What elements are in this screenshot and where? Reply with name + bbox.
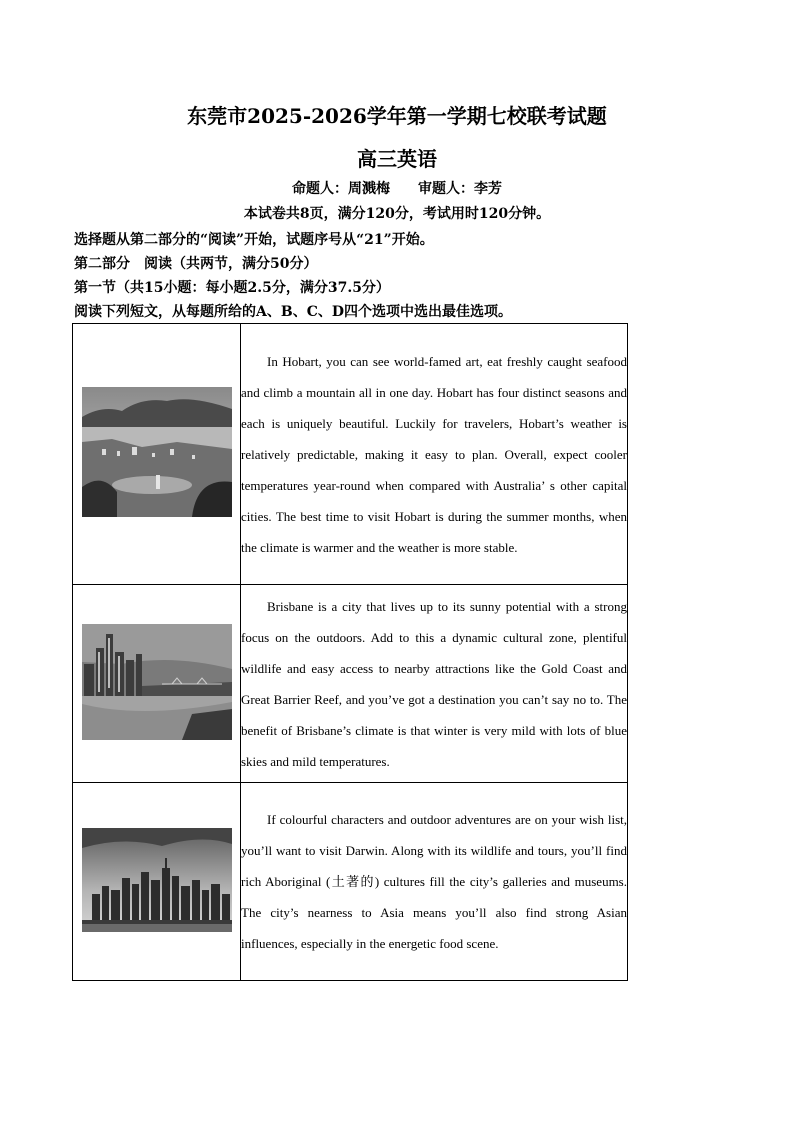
section-heading: 第一节（共15小题：每小题2.5分，满分37.5分） [74, 280, 390, 296]
passage-row [73, 783, 628, 981]
passage-image-cell [73, 783, 241, 981]
passage-text: In Hobart, you can see world-famed art, eat freshly caught seafood and climb a mountain all in one day. Hobart has four distinct seasons and each is uniquely beautiful. Luckily for travelers, Hobart’s weather is relatively predictable, making it easy to plan. Overall, expect cooler temperatures year-round when compared with Australia’ s other capital cities. The best time to visit Hobart is during the summer months, when the climate is warmer and the weather is more stable. [241, 353, 627, 555]
reading-instruction: 阅读下列短文，从每题所给的A、B、C、D四个选项中选出最佳选项。 [74, 304, 512, 320]
passage-text: If colourful characters and outdoor adventures are on your wish list, you’ll want to visit Darwin. Along with its wildlife and tours, you’ll find rich Aboriginal (土著的) cultures fill the city’s galleries and museums. The city’s nearness to Asia means you’ll also find strong Asian influences, especially in the energetic food scene. [241, 812, 627, 951]
passage-image-cell [73, 324, 241, 585]
passage-image-cell [73, 585, 241, 783]
question-numbering-note: 选择题从第二部分的“阅读”开始，试题序号从“21”开始。 [74, 232, 434, 248]
brisbane-river-photo [82, 624, 232, 740]
passage-table [72, 323, 628, 981]
passage-row [73, 324, 628, 585]
passage-text-cell [241, 324, 628, 585]
darwin-skyline-photo [82, 828, 232, 932]
passage-row [73, 585, 628, 783]
passage-text: Brisbane is a city that lives up to its sunny potential with a strong focus on the outdoors. Add to this a dynamic cultural zone, plentiful wildlife and easy access to nearby attractions like the Gold Coast and Great Barrier Reef, and you’ve got a destination you can’t say no to. The benefit of Brisbane’s climate is that winter is very mild with lots of blue skies and mild temperatures. [241, 598, 627, 769]
exam-title: 东莞市2025-2026学年第一学期七校联考试题 [187, 104, 607, 128]
setter-label: 命题人：周溅梅 [292, 181, 390, 197]
passage-text-cell [241, 783, 628, 981]
passage-text-cell [241, 585, 628, 783]
exam-info: 本试卷共8页，满分120分，考试用时120分钟。 [243, 206, 551, 222]
part-heading: 第二部分 阅读（共两节，满分50分） [74, 256, 318, 272]
hobart-harbour-photo [82, 387, 232, 517]
subject-title: 高三英语 [357, 147, 437, 171]
reviewer-label: 审题人：李芳 [418, 181, 502, 197]
authors-line [0, 178, 794, 198]
